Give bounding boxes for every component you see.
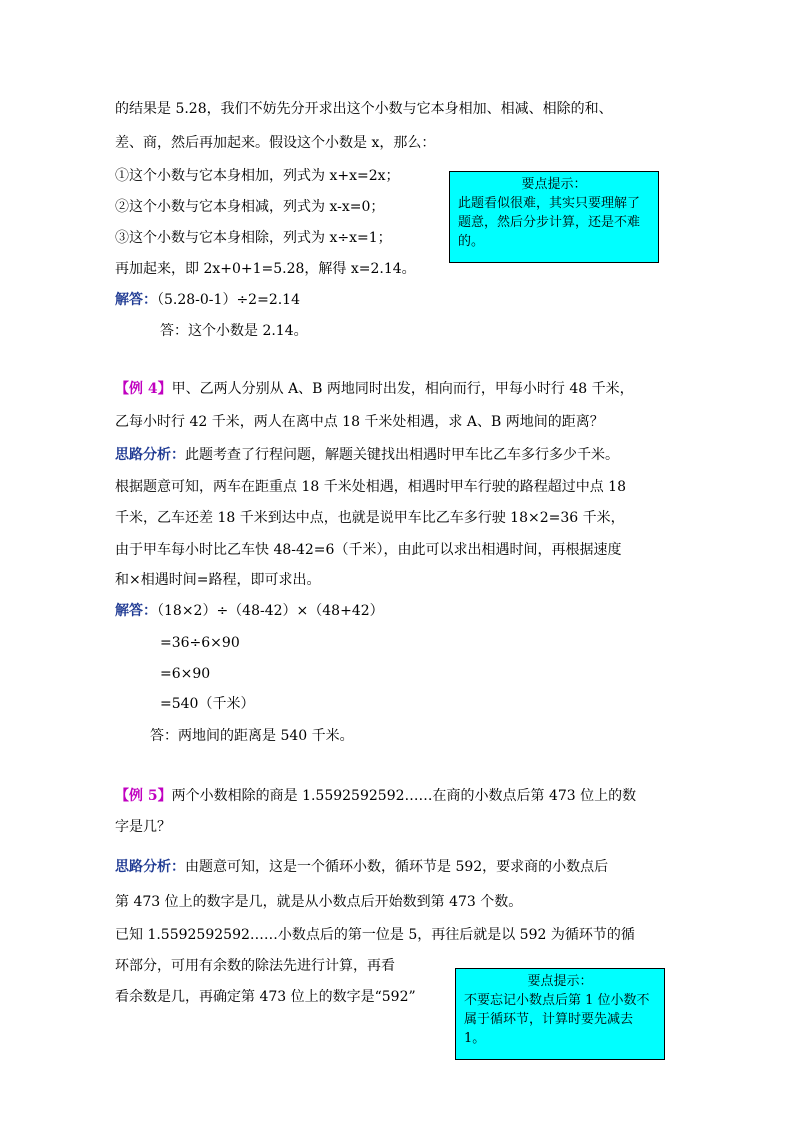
example-4-question [115, 379, 634, 399]
example-5-question [115, 786, 636, 806]
hint-text: 此题看似很难，其实只要理解了题意，然后分步计算，还是不难的。 [458, 196, 641, 249]
solution-step: （18×2）÷（48-42）×（48+42） [157, 603, 384, 619]
example-4-analysis [115, 445, 619, 465]
text-line: ②这个小数与它本身相减，列式为 x-x=0； [115, 199, 385, 215]
text-line: ③这个小数与它本身相除，列式为 x÷x=1； [115, 230, 392, 246]
analysis-line: 第 473 位上的数字是几，就是从小数点后开始数到第 473 个数。 [115, 894, 523, 910]
analysis-line: 和×相遇时间=路程，即可求出。 [115, 572, 321, 588]
solution-step: =6×90 [160, 666, 211, 682]
analysis-line: 看余数是几，再确定第 473 位上的数字是“592” [115, 989, 416, 1005]
example-5-q1: 两个小数相除的商是 1.5592592592……在商的小数点后第 473 位上的数 [171, 788, 637, 804]
solution-step: =540（千米） [160, 696, 255, 712]
example-4-label: 【例 4】 [115, 381, 172, 397]
text-line: ①这个小数与它本身相加，列式为 x+x=2x； [115, 168, 400, 184]
hint-title: 要点提示： [527, 974, 593, 989]
analysis-line: 由于甲车每小时比乙车快 48-42=6（千米），由此可以求出相遇时间，再根据速度 [115, 542, 622, 558]
text-line: 差、商，然后再加起来。假设这个小数是 x，那么： [115, 135, 436, 151]
hint-title: 要点提示： [521, 177, 587, 192]
solution-label: 解答： [115, 603, 157, 619]
example-5-label: 【例 5】 [115, 788, 172, 804]
analysis-text: 此题考查了行程问题，解题关键找出相遇时甲车比乙车多行多少千米。 [185, 447, 619, 463]
analysis-text: 由题意可知，这是一个循环小数，循环节是 592，要求商的小数点后 [185, 859, 609, 875]
solution-step: =36÷6×90 [160, 635, 240, 651]
analysis-line: 已知 1.5592592592……小数点后的第一位是 5，再往后就是以 592 为循环节的循 [115, 927, 635, 943]
answer-line [115, 290, 300, 310]
example-5-q2: 字是几？ [115, 819, 171, 835]
example-4-q1: 甲、乙两人分别从 A、B 两地同时出发，相向而行，甲每小时行 48 千米， [171, 381, 634, 397]
analysis-line: 根据题意可知，两车在距重点 18 千米处相遇，相遇时甲车行驶的路程超过中点 18 [115, 479, 626, 495]
example-4-q2: 乙每小时行 42 千米，两人在离中点 18 千米处相遇，求 A、B 两地间的距离？ [115, 414, 604, 430]
analysis-label: 思路分析： [115, 859, 185, 875]
answer-reply: 答：这个小数是 2.14。 [160, 323, 308, 339]
hint-box-2 [455, 968, 665, 1060]
answer-label: 解答： [115, 292, 157, 308]
answer-formula: （5.28-0-1）÷2=2.14 [157, 292, 300, 308]
hint-text: 不要忘记小数点后第 1 位小数不属于循环节，计算时要先减去 1。 [464, 993, 650, 1046]
analysis-line: 千米，乙车还差 18 千米到达中点，也就是说甲车比乙车多行驶 18×2=36 千米， [115, 510, 625, 526]
example-4-solution [115, 601, 384, 621]
analysis-line: 环部分，可用有余数的除法先进行计算，再看 [115, 958, 395, 974]
hint-box-1 [449, 171, 659, 263]
example-5-analysis [115, 857, 608, 877]
text-line: 的结果是 5.28，我们不妨先分开求出这个小数与它本身相加、相减、相除的和、 [115, 101, 613, 117]
example-4-reply: 答：两地间的距离是 540 千米。 [150, 728, 354, 744]
text-line: 再加起来，即 2x+0+1=5.28，解得 x=2.14。 [115, 261, 416, 277]
analysis-label: 思路分析： [115, 447, 185, 463]
